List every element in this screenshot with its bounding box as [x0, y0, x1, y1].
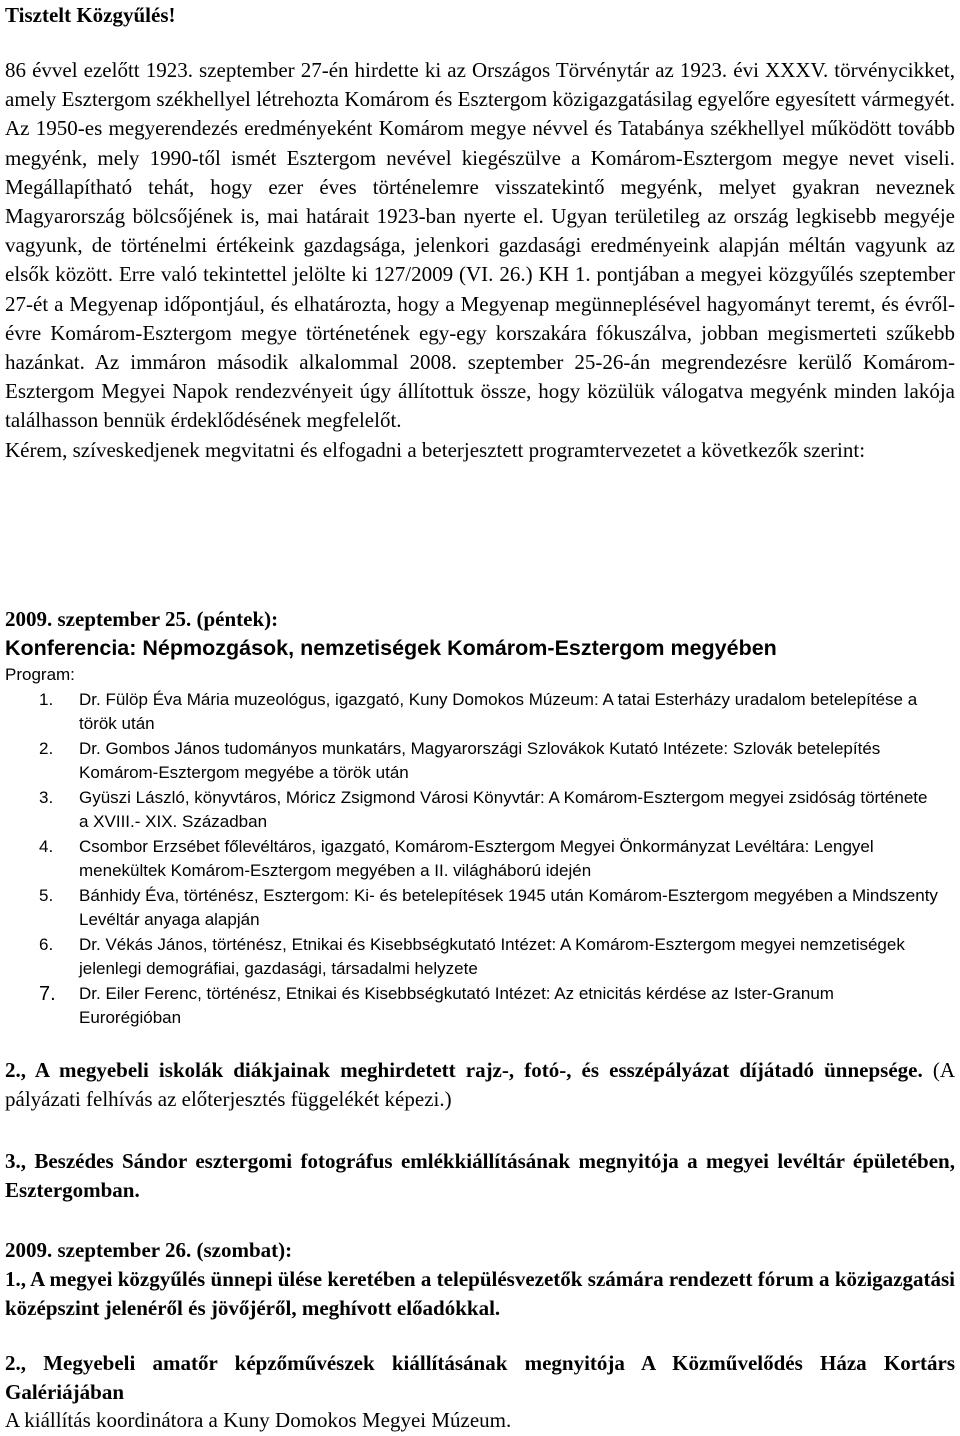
conference-title: Konferencia: Népmozgások, nemzetiségek Komárom-Esztergom megyében — [5, 636, 777, 660]
list-item — [5, 786, 955, 834]
day2-event-1: 1., A megyei közgyűlés ünnepi ülése keretében a településvezetők számára rendezett fórum a közigazgatási középszint jelenéről és jövőjéről, meghívott előadókkal. — [5, 1267, 955, 1321]
talk-number: 3. — [39, 788, 54, 807]
talk-text: Gyüszi László, könyvtáros, Móricz Zsigmond Városi Könyvtár: A Komárom-Esztergom megyei zsidóság története a XVIII.- XIX. Században — [79, 788, 928, 831]
list-item — [5, 982, 955, 1030]
talk-number: 7. — [39, 983, 56, 1005]
day2-date: 2009. szeptember 26. — [5, 1238, 192, 1262]
talk-number: 2. — [39, 739, 54, 758]
intro-paragraph: 86 évvel ezelőtt 1923. szeptember 27-én hirdette ki az Országos Törvénytár az 1923. évi XXXV. törvénycikket, amely Esztergom székhellyel létrehozta Komárom és Esztergom közigazgatásilag egyelőre egyesített vármegyét. Az 1950-es megyerendezés eredményeként Komárom megye névvel és Tatabánya székhellyel működött tovább megyénk, mely 1990-től ismét Esztergom nevével kiegészülve a Komárom-Esztergom megye nevet viseli. Megállapítható tehát, hogy ezer éves történelemre visszatekintő megyénk, melyet gyakran neveznek Magyarország bölcsőjének is, mai határait 1923-ban nyerte el. Ugyan területileg az ország legkisebb megyéje vagyunk, de történelmi értékeink gazdagsága, jelenkori gazdasági eredményeink alapján méltán vagyunk az elsők között. Erre való tekintettel jelölte ki 127/2009 (VI. 26.) KH 1. pontjában a megyei közgyűlés szeptember 27-ét a Megyenap időpontjául, és elhatározta, hogy a Megyenap megünneplésével hagyományt teremt, és évről-évre Komárom-Esztergom megye történetének egy-egy korszakára fókuszálva, jobban megismerteti szűkebb hazánkat. Az immáron második alkalommal 2008. szeptember 25-26-án megrendezésre kerülő Komárom-Esztergom Megyei Napok rendezvényeit úgy állítottuk össze, hogy közülük válogatva megyénk minden lakója találhasson bennük érdeklődésének megfelelőt. — [5, 58, 955, 433]
talk-text: Dr. Gombos János tudományos munkatárs, Magyarországi Szlovákok Kutató Intézete: Szlovák betelepítés Komárom-Esztergom megyébe a török után — [79, 739, 881, 782]
talk-number: 5. — [39, 886, 54, 905]
list-item — [5, 933, 955, 981]
talk-number: 1. — [39, 690, 54, 709]
talk-list — [5, 688, 955, 1031]
day2-event-2: 2., Megyebeli amatőr képzőművészek kiállításának megnyitója A Közművelődés Háza Kortárs Galériájában — [5, 1351, 955, 1405]
list-item — [5, 884, 955, 932]
talk-number: 6. — [39, 935, 54, 954]
day1-date: 2009. szeptember 25. — [5, 607, 192, 631]
list-item — [5, 737, 955, 785]
event2-note: (A pályázati felhívás az előterjesztés függelékét képezi.) — [5, 1058, 955, 1112]
salutation: Tisztelt Közgyűlés! — [5, 3, 176, 27]
day1-event-3: 3., Beszédes Sándor esztergomi fotográfus emlékkiállításának megnyitója a megyei levéltár épületében, Esztergomban. — [5, 1149, 955, 1203]
day2-weekday: (szombat): — [196, 1238, 293, 1262]
day1-event-2 — [5, 1056, 955, 1114]
intro-section — [5, 56, 955, 465]
day2-heading — [5, 1236, 292, 1265]
day1-heading — [5, 605, 278, 634]
exhibition-coordinator: A kiállítás koordinátora a Kuny Domokos Megyei Múzeum. — [5, 1408, 512, 1432]
list-item — [5, 835, 955, 883]
program-label: Program: — [5, 665, 75, 684]
list-item — [5, 688, 955, 736]
talk-text: Bánhidy Éva, történész, Esztergom: Ki- és betelepítések 1945 után Komárom-Esztergom megyében a Mindszenty Levéltár anyaga alapján — [79, 886, 938, 929]
talk-text: Dr. Fülöp Éva Mária muzeológus, igazgató, Kuny Domokos Múzeum: A tatai Esterházy uradalom betelepítése a török után — [79, 690, 918, 733]
request-paragraph: Kérem, szíveskedjenek megvitatni és elfogadni a beterjesztett programtervezetet a következők szerint: — [5, 437, 866, 462]
day1-weekday: (péntek): — [196, 607, 279, 631]
talk-text: Dr. Vékás János, történész, Etnikai és Kisebbségkutató Intézet: A Komárom-Esztergom megyei nemzetiségek jelenlegi demográfiai, gazdasági, társadalmi helyzete — [79, 935, 905, 978]
talk-number: 4. — [39, 837, 54, 856]
talk-text: Dr. Eiler Ferenc, történész, Etnikai és Kisebbségkutató Intézet: Az etnicitás kérdése az Ister-Granum Eurorégióban — [79, 984, 834, 1027]
event2-title: 2., A megyebeli iskolák diákjainak meghirdetett rajz-, fotó-, és esszépályázat díjátadó ünnepsége. — [5, 1058, 923, 1082]
talk-text: Csombor Erzsébet főlevéltáros, igazgató, Komárom-Esztergom Megyei Önkormányzat Levéltára: Lengyel menekültek Komárom-Esztergom megyében a II. világháború idején — [79, 837, 874, 880]
